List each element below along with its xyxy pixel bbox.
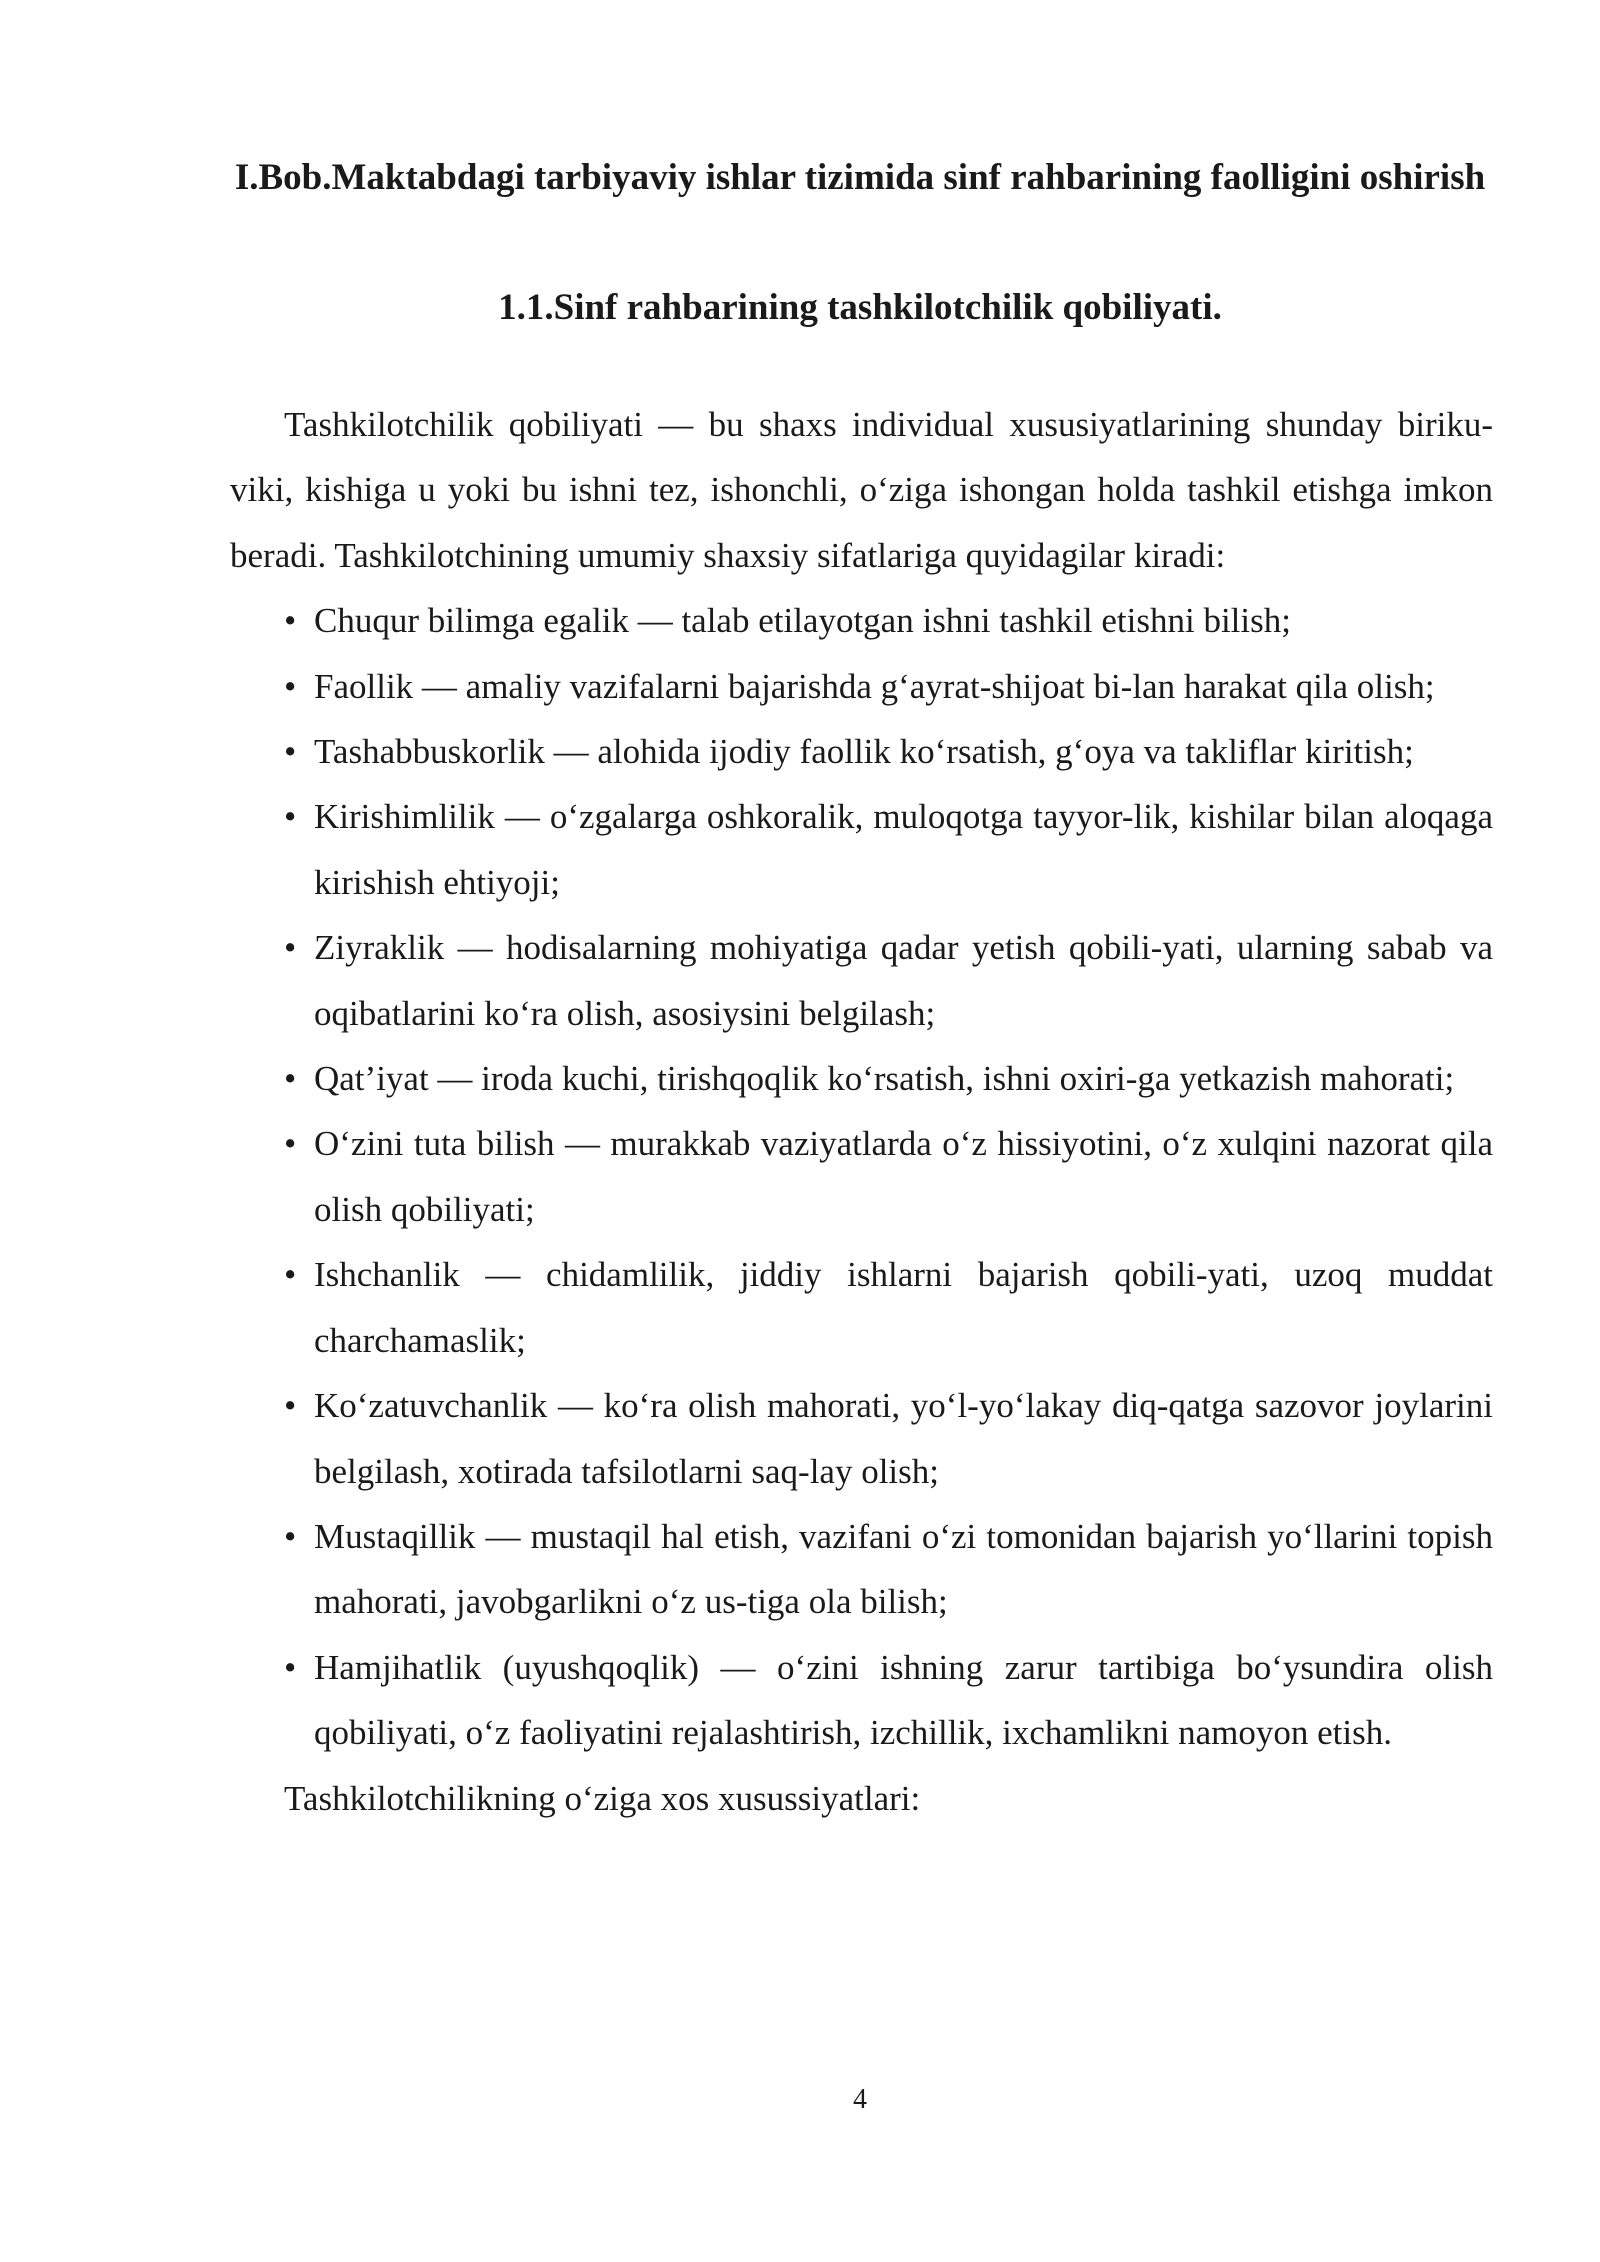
- section-title: 1.1.Sinf rahbarining tashkilotchilik qobiliyati.: [498, 287, 1222, 328]
- bullet-icon: •: [284, 1124, 297, 1164]
- qualities-list: [230, 588, 1493, 1765]
- chapter-title: I.Bob.Maktabdagi tarbiyaviy ishlar tizimida sinf rahbarining faolligini oshirish: [234, 157, 1486, 198]
- list-item: • Ko‘zatuvchanlik — ko‘ra olish mahorati, yo‘l-yo‘lakay diq-qatga sazovor joylarini belgilash, xotirada tafsilotlarni saq-lay olish;: [230, 1373, 1493, 1504]
- list-item: • Chuqur bilimga egalik — talab etilayotgan ishni tashkil etishni bilish;: [230, 588, 1493, 653]
- bullet-icon: •: [284, 732, 297, 772]
- bullet-icon: •: [284, 797, 297, 837]
- closing-line: Tashkilotchilikning o‘ziga xos xusussiyatlari:: [284, 1778, 921, 1818]
- list-item: • Ishchanlik — chidamlilik, jiddiy ishlarni bajarish qobili-yati, uzoq muddat charchamaslik;: [230, 1242, 1493, 1373]
- list-item: • O‘zini tuta bilish — murakkab vaziyatlarda o‘z hissiyotini, o‘z xulqini nazorat qila olish qobiliyati;: [230, 1111, 1493, 1242]
- bullet-icon: •: [284, 1647, 297, 1687]
- bullet-icon: •: [284, 928, 297, 968]
- page-number: 4: [853, 2084, 867, 2115]
- list-item: • Hamjihatlik (uyushqoqlik) — o‘zini ishning zarur tartibiga bo‘ysundira olish qobiliyati, o‘z faoliyatini rejalashtirish, izchillik, ixchamlikni namoyon etish.: [230, 1635, 1493, 1766]
- list-item: • Tashabbuskorlik — alohida ijodiy faollik ko‘rsatish, g‘oya va takliflar kiritish;: [230, 719, 1493, 784]
- bullet-icon: •: [284, 666, 297, 706]
- list-item: • Mustaqillik — mustaqil hal etish, vazifani o‘zi tomonidan bajarish yo‘llarini topish mahorati, javobgarlikni o‘z us-tiga ola bilish;: [230, 1504, 1493, 1635]
- bullet-icon: •: [284, 1516, 297, 1556]
- bullet-icon: •: [284, 601, 297, 641]
- body-text: [230, 392, 1493, 1831]
- bullet-icon: •: [284, 1059, 297, 1099]
- intro-paragraph: Tashkilotchilik qobiliyati — bu shaxs individual xususiyatlarining shunday biriku-viki, kishiga u yoki bu ishni tez, ishonchli, o‘ziga ishongan holda tashkil etishga imkon beradi. Tashkilotchining umumiy shaxsiy sifatlariga quyidagilar kiradi:: [230, 405, 1493, 575]
- list-item: • Ziyraklik — hodisalarning mohiyatiga qadar yetish qobili-yati, ularning sabab va oqibatlarini ko‘ra olish, asosiysini belgilash;: [230, 915, 1493, 1046]
- list-item: • Faollik — amaliy vazifalarni bajarishda g‘ayrat-shijoat bi-lan harakat qila olish;: [230, 654, 1493, 719]
- bullet-icon: •: [284, 1386, 297, 1426]
- bullet-icon: •: [284, 1255, 297, 1295]
- list-item: • Kirishimlilik — o‘zgalarga oshkoralik, muloqotga tayyor-lik, kishilar bilan aloqaga kirishish ehtiyoji;: [230, 784, 1493, 915]
- list-item: • Qat’iyat — iroda kuchi, tirishqoqlik ko‘rsatish, ishni oxiri-ga yetkazish mahorati;: [230, 1046, 1493, 1111]
